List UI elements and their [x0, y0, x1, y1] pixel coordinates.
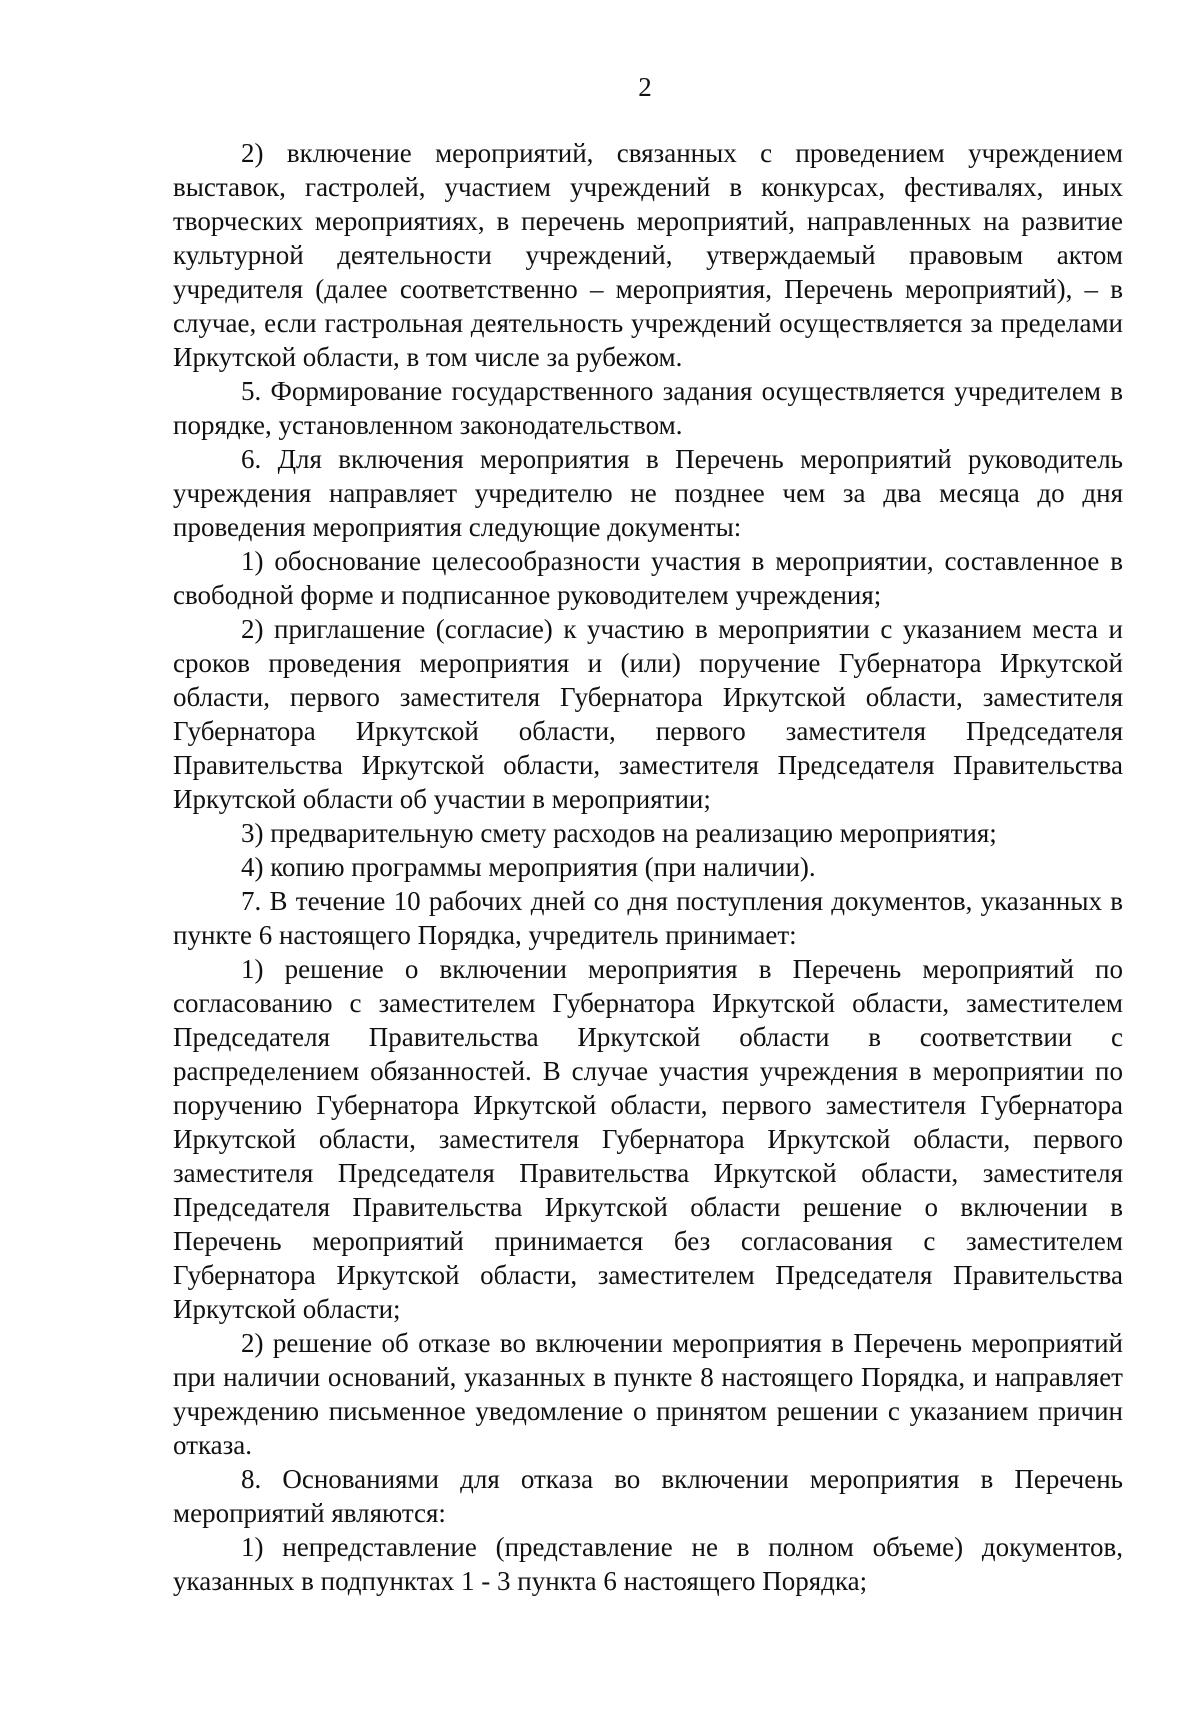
paragraph-7-subitem-1: 1) решение о включении мероприятия в Перечень мероприятий по согласованию с заместителем Губернатора Иркутской области, заместителем Председателя Правительства Иркутской области в соответствии с распределением обязанностей. В случае участия учреждения в мероприятии по поручению Губернатора Иркутской области, первого заместителя Губернатора Иркутской области, заместителя Губернатора Иркутской области, первого заместителя Председателя Правительства Иркутской области, заместителя Председателя Правительства Иркутской области решение о включении в Перечень мероприятий принимается без согласования с заместителем Губернатора Иркутской области, заместителем Председателя Правительства Иркутской области; — [173, 954, 1123, 1324]
paragraph-6-subitem-3: 3) предварительную смету расходов на реализацию мероприятия; — [241, 818, 997, 848]
paragraph-6-subitem-4: 4) копию программы мероприятия (при наличии). — [241, 852, 816, 882]
paragraph-8-grounds: 8. Основаниями для отказа во включении мероприятия в Перечень мероприятий являются: — [173, 1464, 1123, 1528]
paragraph-8-subitem-1: 1) непредставление (представление не в полном объеме) документов, указанных в подпунктах 1 - 3 пункта 6 настоящего Порядка; — [173, 1532, 1123, 1596]
paragraph-6-documents: 6. Для включения мероприятия в Перечень мероприятий руководитель учреждения направляет учредителю не позднее чем за два месяца до дня проведения мероприятия следующие документы: — [173, 444, 1123, 542]
paragraph-6-subitem-2: 2) приглашение (согласие) к участию в мероприятии с указанием места и сроков проведения мероприятия и (или) поручение Губернатора Иркутской области, первого заместителя Губернатора Иркутской области, заместителя Губернатора Иркутской области, первого заместителя Председателя Правительства Иркутской области, заместителя Председателя Правительства Иркутской области об участии в мероприятии; — [173, 614, 1123, 814]
paragraph-6-subitem-1: 1) обоснование целесообразности участия в мероприятии, составленное в свободной форме и подписанное руководителем учреждения; — [173, 546, 1123, 610]
paragraph-7-decision: 7. В течение 10 рабочих дней со дня поступления документов, указанных в пункте 6 настоящего Порядка, учредитель принимает: — [173, 886, 1123, 950]
paragraph-item-2-inclusion: 2) включение мероприятий, связанных с проведением учреждением выставок, гастролей, участием учреждений в конкурсах, фестивалях, иных творческих мероприятиях, в перечень мероприятий, направленных на развитие культурной деятельности учреждений, утверждаемый правовым актом учредителя (далее соответственно – мероприятия, Перечень мероприятий), – в случае, если гастрольная деятельность учреждений осуществляется за пределами Иркутской области, в том числе за рубежом. — [173, 138, 1123, 372]
page-number: 2 — [638, 72, 652, 102]
paragraph-7-subitem-2: 2) решение об отказе во включении мероприятия в Перечень мероприятий при наличии оснований, указанных в пункте 8 настоящего Порядка, и направляет учреждению письменное уведомление о принятом решении с указанием причин отказа. — [173, 1328, 1123, 1460]
paragraph-5-state-task: 5. Формирование государственного задания осуществляется учредителем в порядке, установленном законодательством. — [173, 376, 1123, 440]
document-body — [173, 136, 1123, 1598]
